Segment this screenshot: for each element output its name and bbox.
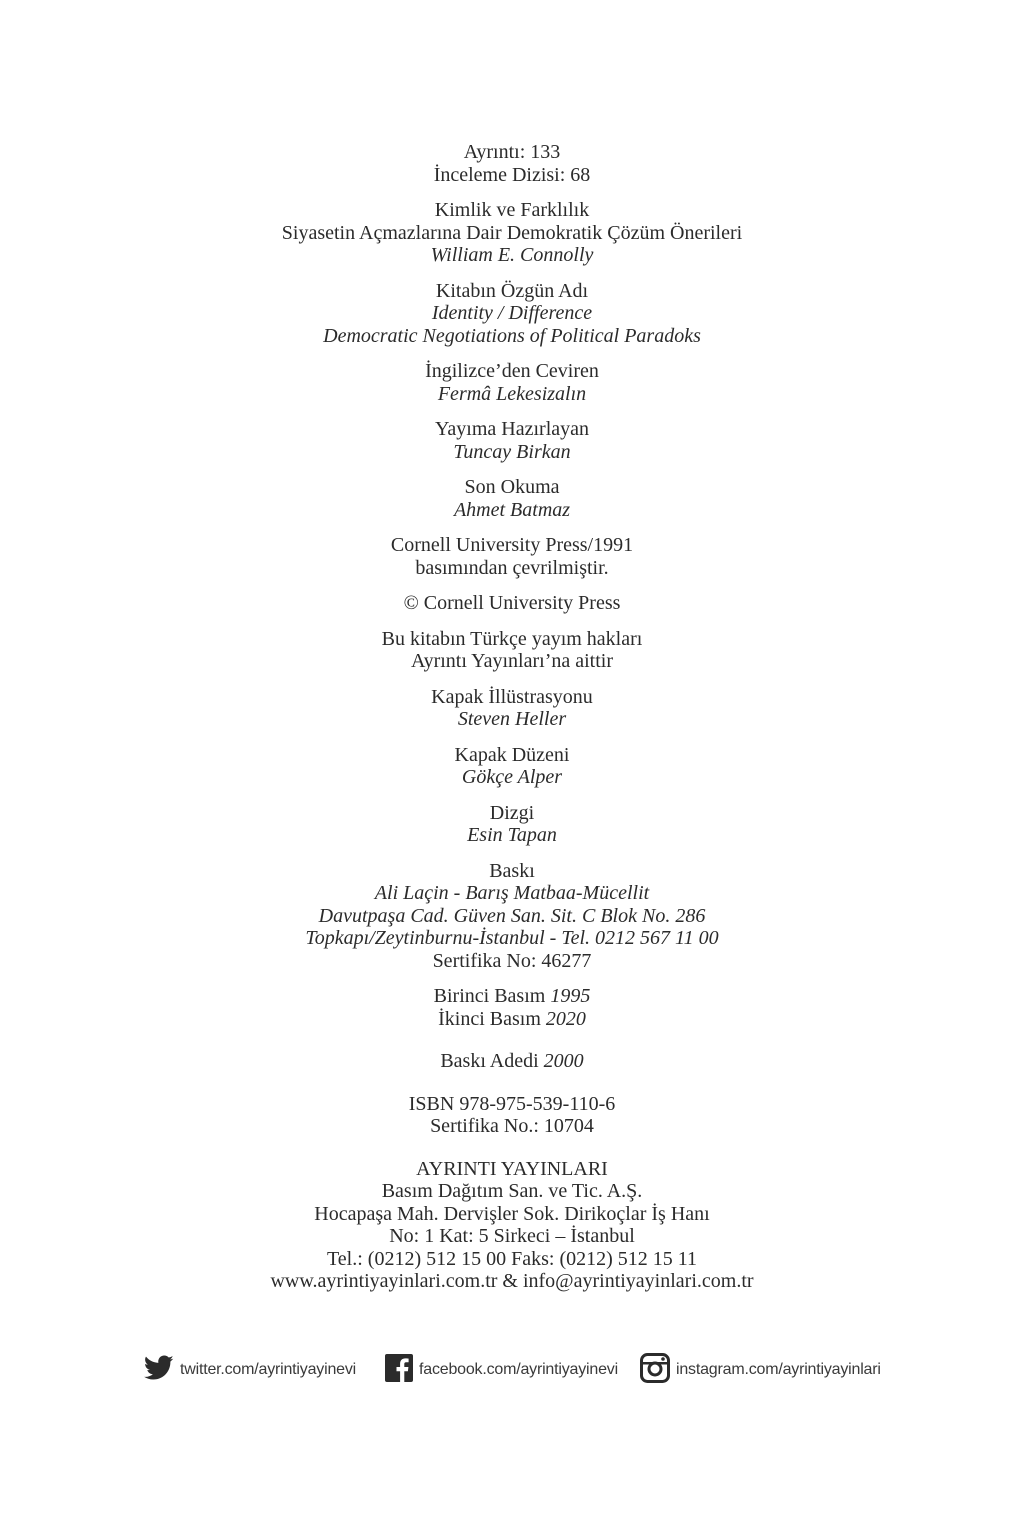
instagram-link[interactable]	[640, 1350, 881, 1390]
book-title: Kimlik ve Farklılık	[434, 199, 590, 221]
publisher-address2: No: 1 Kat: 5 Sirkeci – İstanbul	[389, 1225, 635, 1247]
printer-certificate: Sertifika No: 46277	[432, 949, 592, 972]
rights-block	[0, 628, 1024, 673]
instagram-link-text[interactable]: instagram.com/ayrintiyayinlari	[676, 1361, 881, 1378]
editor-block	[0, 418, 1024, 463]
proofreading-name: Ahmet Batmaz	[453, 498, 571, 521]
isbn: ISBN 978-975-539-110-6	[408, 1092, 616, 1115]
editor-name: Tuncay Birkan	[453, 440, 571, 463]
proofreading-block	[0, 476, 1024, 521]
publisher-address1: Hocapaşa Mah. Dervişler Sok. Dirikoçlar İş Hanı	[314, 1202, 710, 1225]
cover-design-label: Kapak Düzeni	[454, 743, 570, 766]
instagram-camera-icon	[640, 1353, 670, 1388]
facebook-f-icon	[385, 1354, 413, 1387]
cover-design-name: Gökçe Alper	[461, 766, 563, 788]
book-subtitle: Siyasetin Açmazlarına Dair Demokratik Çözüm Önerileri	[281, 221, 743, 244]
print-run-block	[0, 1050, 1024, 1073]
publisher-name: AYRINTI YAYINLARI	[416, 1157, 608, 1180]
source-edition-line1: Cornell University Press/1991	[390, 534, 634, 556]
source-edition-block	[0, 534, 1024, 579]
twitter-link-text[interactable]: twitter.com/ayrintiyayinevi	[180, 1361, 356, 1378]
series-number: Ayrıntı: 133	[463, 141, 561, 163]
facebook-link-text[interactable]: facebook.com/ayrintiyayinevi	[419, 1361, 618, 1378]
printing-block	[0, 860, 1024, 973]
second-edition	[0, 1008, 1024, 1031]
cover-design-block	[0, 744, 1024, 789]
cover-illustration-block	[0, 686, 1024, 731]
original-title-label: Kitabın Özgün Adı	[435, 279, 589, 302]
twitter-bird-icon	[144, 1355, 174, 1386]
colophon	[0, 141, 1024, 1306]
typesetting-label: Dizgi	[489, 801, 535, 824]
isbn-certificate: Sertifika No.: 10704	[430, 1115, 594, 1137]
source-edition-line2: basımından çevrilmiştir.	[415, 556, 609, 579]
proofreading-label: Son Okuma	[464, 476, 560, 498]
publisher-company: Basım Dağıtım San. ve Tic. A.Ş.	[381, 1180, 643, 1202]
print-run	[0, 1050, 1024, 1073]
editions-block	[0, 985, 1024, 1030]
printer-name: Ali Laçin - Barış Matbaa-Mücellit	[374, 882, 650, 904]
rights-line2: Ayrıntı Yayınları’na aittir	[410, 650, 614, 672]
copyright-block	[0, 592, 1024, 615]
translator-name: Fermâ Lekesizalın	[437, 382, 587, 405]
twitter-link[interactable]	[144, 1350, 356, 1390]
first-edition-year: 1995	[550, 985, 591, 1007]
translator-label: İngilizce’den Ceviren	[425, 360, 599, 382]
cover-illustration-label: Kapak İllüstrasyonu	[431, 685, 593, 708]
isbn-block	[0, 1093, 1024, 1138]
first-edition	[0, 985, 1024, 1008]
typesetting-name: Esin Tapan	[467, 824, 557, 846]
social-links	[0, 1350, 1024, 1390]
printer-address2: Topkapı/Zeytinburnu-İstanbul - Tel. 0212 567 11 00	[305, 927, 719, 949]
cover-illustration-name: Steven Heller	[457, 708, 567, 730]
publisher-phone: Tel.: (0212) 512 15 00 Faks: (0212) 512 15 11	[326, 1247, 698, 1270]
facebook-link[interactable]	[385, 1350, 618, 1390]
first-edition-label: Birinci Basım	[433, 985, 546, 1007]
publisher-block	[0, 1158, 1024, 1293]
series-name: İnceleme Dizisi: 68	[433, 163, 591, 186]
copyright-notice: © Cornell University Press	[403, 592, 621, 614]
translator-block	[0, 360, 1024, 405]
second-edition-year: 2020	[545, 1007, 586, 1030]
original-subtitle: Democratic Negotiations of Political Paradoks	[323, 324, 701, 347]
publisher-web[interactable]: www.ayrintiyayinlari.com.tr & info@ayrintiyayinlari.com.tr	[270, 1270, 754, 1292]
book-block	[0, 199, 1024, 267]
print-run-label: Baskı Adedi	[440, 1050, 539, 1072]
original-title: Identity / Difference	[431, 302, 593, 324]
printer-address1: Davutpaşa Cad. Güven San. Sit. C Blok No. 286	[318, 904, 706, 927]
print-run-value: 2000	[543, 1050, 584, 1072]
editor-label: Yayıma Hazırlayan	[434, 418, 590, 440]
original-title-block	[0, 280, 1024, 348]
second-edition-label: İkinci Basım	[438, 1007, 541, 1030]
typesetting-block	[0, 802, 1024, 847]
series-block	[0, 141, 1024, 186]
printing-label: Baskı	[489, 859, 535, 882]
rights-line1: Bu kitabın Türkçe yayım hakları	[381, 627, 643, 650]
book-author: William E. Connolly	[430, 244, 594, 266]
